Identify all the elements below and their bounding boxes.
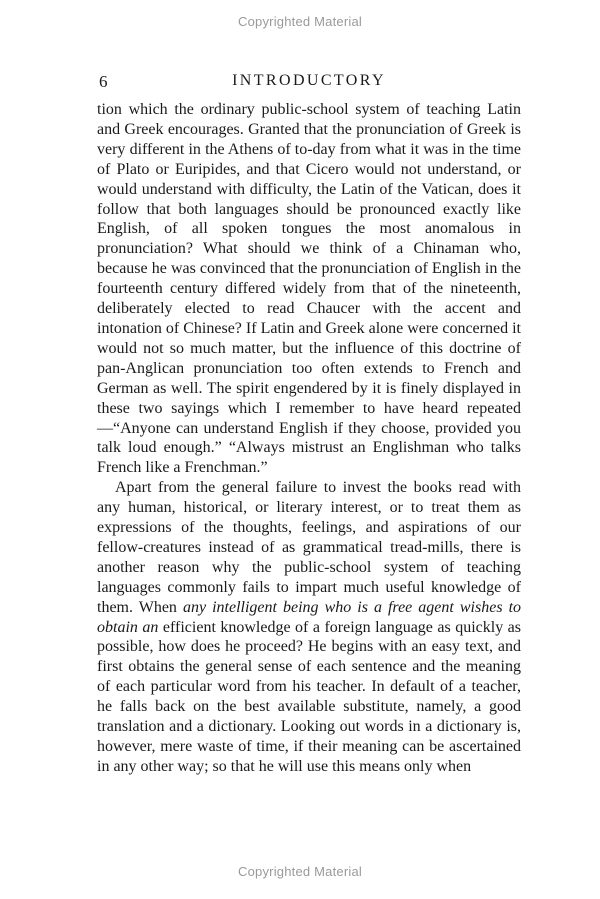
paragraph-2-text-start: Apart from the general failure to invest the books read with any human, historical, or literary interest, or to treat them as expressions of the thoughts, feelings, and aspirations of our fellow-creatures instead of as grammatical tread-mills, there is another reason why the public-school system of teaching languages commonly fails to impart much useful knowledge of them. When — [97, 479, 521, 616]
paragraph-2 — [97, 478, 521, 777]
paragraph-1: tion which the ordinary public-school system of teaching Latin and Greek encourages. Granted that the pronunciation of Greek is very different in the Athens of to-day from what it was in the time of Plato or Euripides, and that Cicero would not understand, or would understand with difficulty, the Latin of the Vatican, does it follow that both languages should be pronounced exactly like English, of all spoken tongues the most anomalous in pronunciation? What should we think of a Chinaman who, because he was convinced that the pronunciation of English in the fourteenth century differed widely from that of the nineteenth, deliberately elected to read Chaucer with the accent and intonation of Chinese? If Latin and Greek alone were concerned it would not so much matter, but the influence of this doctrine of pan-Anglican pronunciation too often extends to French and German as well. The spirit engendered by it is finely displayed in these two sayings which I remember to have heard repeated—“Anyone can understand English if they choose, provided you talk loud enough.” “Always mistrust an Englishman who talks French like a Frenchman.” — [97, 101, 521, 477]
body-text — [97, 100, 521, 777]
running-head: INTRODUCTORY — [232, 72, 386, 89]
copyright-watermark-bottom: Copyrighted Material — [238, 864, 362, 879]
copyright-watermark-top: Copyrighted Material — [238, 14, 362, 29]
paragraph-2-italic-phrase: any intelligent being who is a free agent wishes to obtain an — [97, 598, 522, 636]
page-header — [97, 72, 521, 96]
page-number: 6 — [99, 72, 108, 91]
paragraph-2-text-end: efficient knowledge of a foreign language as quickly as possible, how does he proceed? He begins with an easy text, and first obtains the general sense of each sentence and the meaning of each particular word from his teacher. In default of a teacher, he falls back on the best available substitute, namely, a good translation and a dictionary. Looking out words in a dictionary is, however, mere waste of time, if their meaning can be ascertained in any other way; so that he will use this means only when — [97, 618, 522, 775]
